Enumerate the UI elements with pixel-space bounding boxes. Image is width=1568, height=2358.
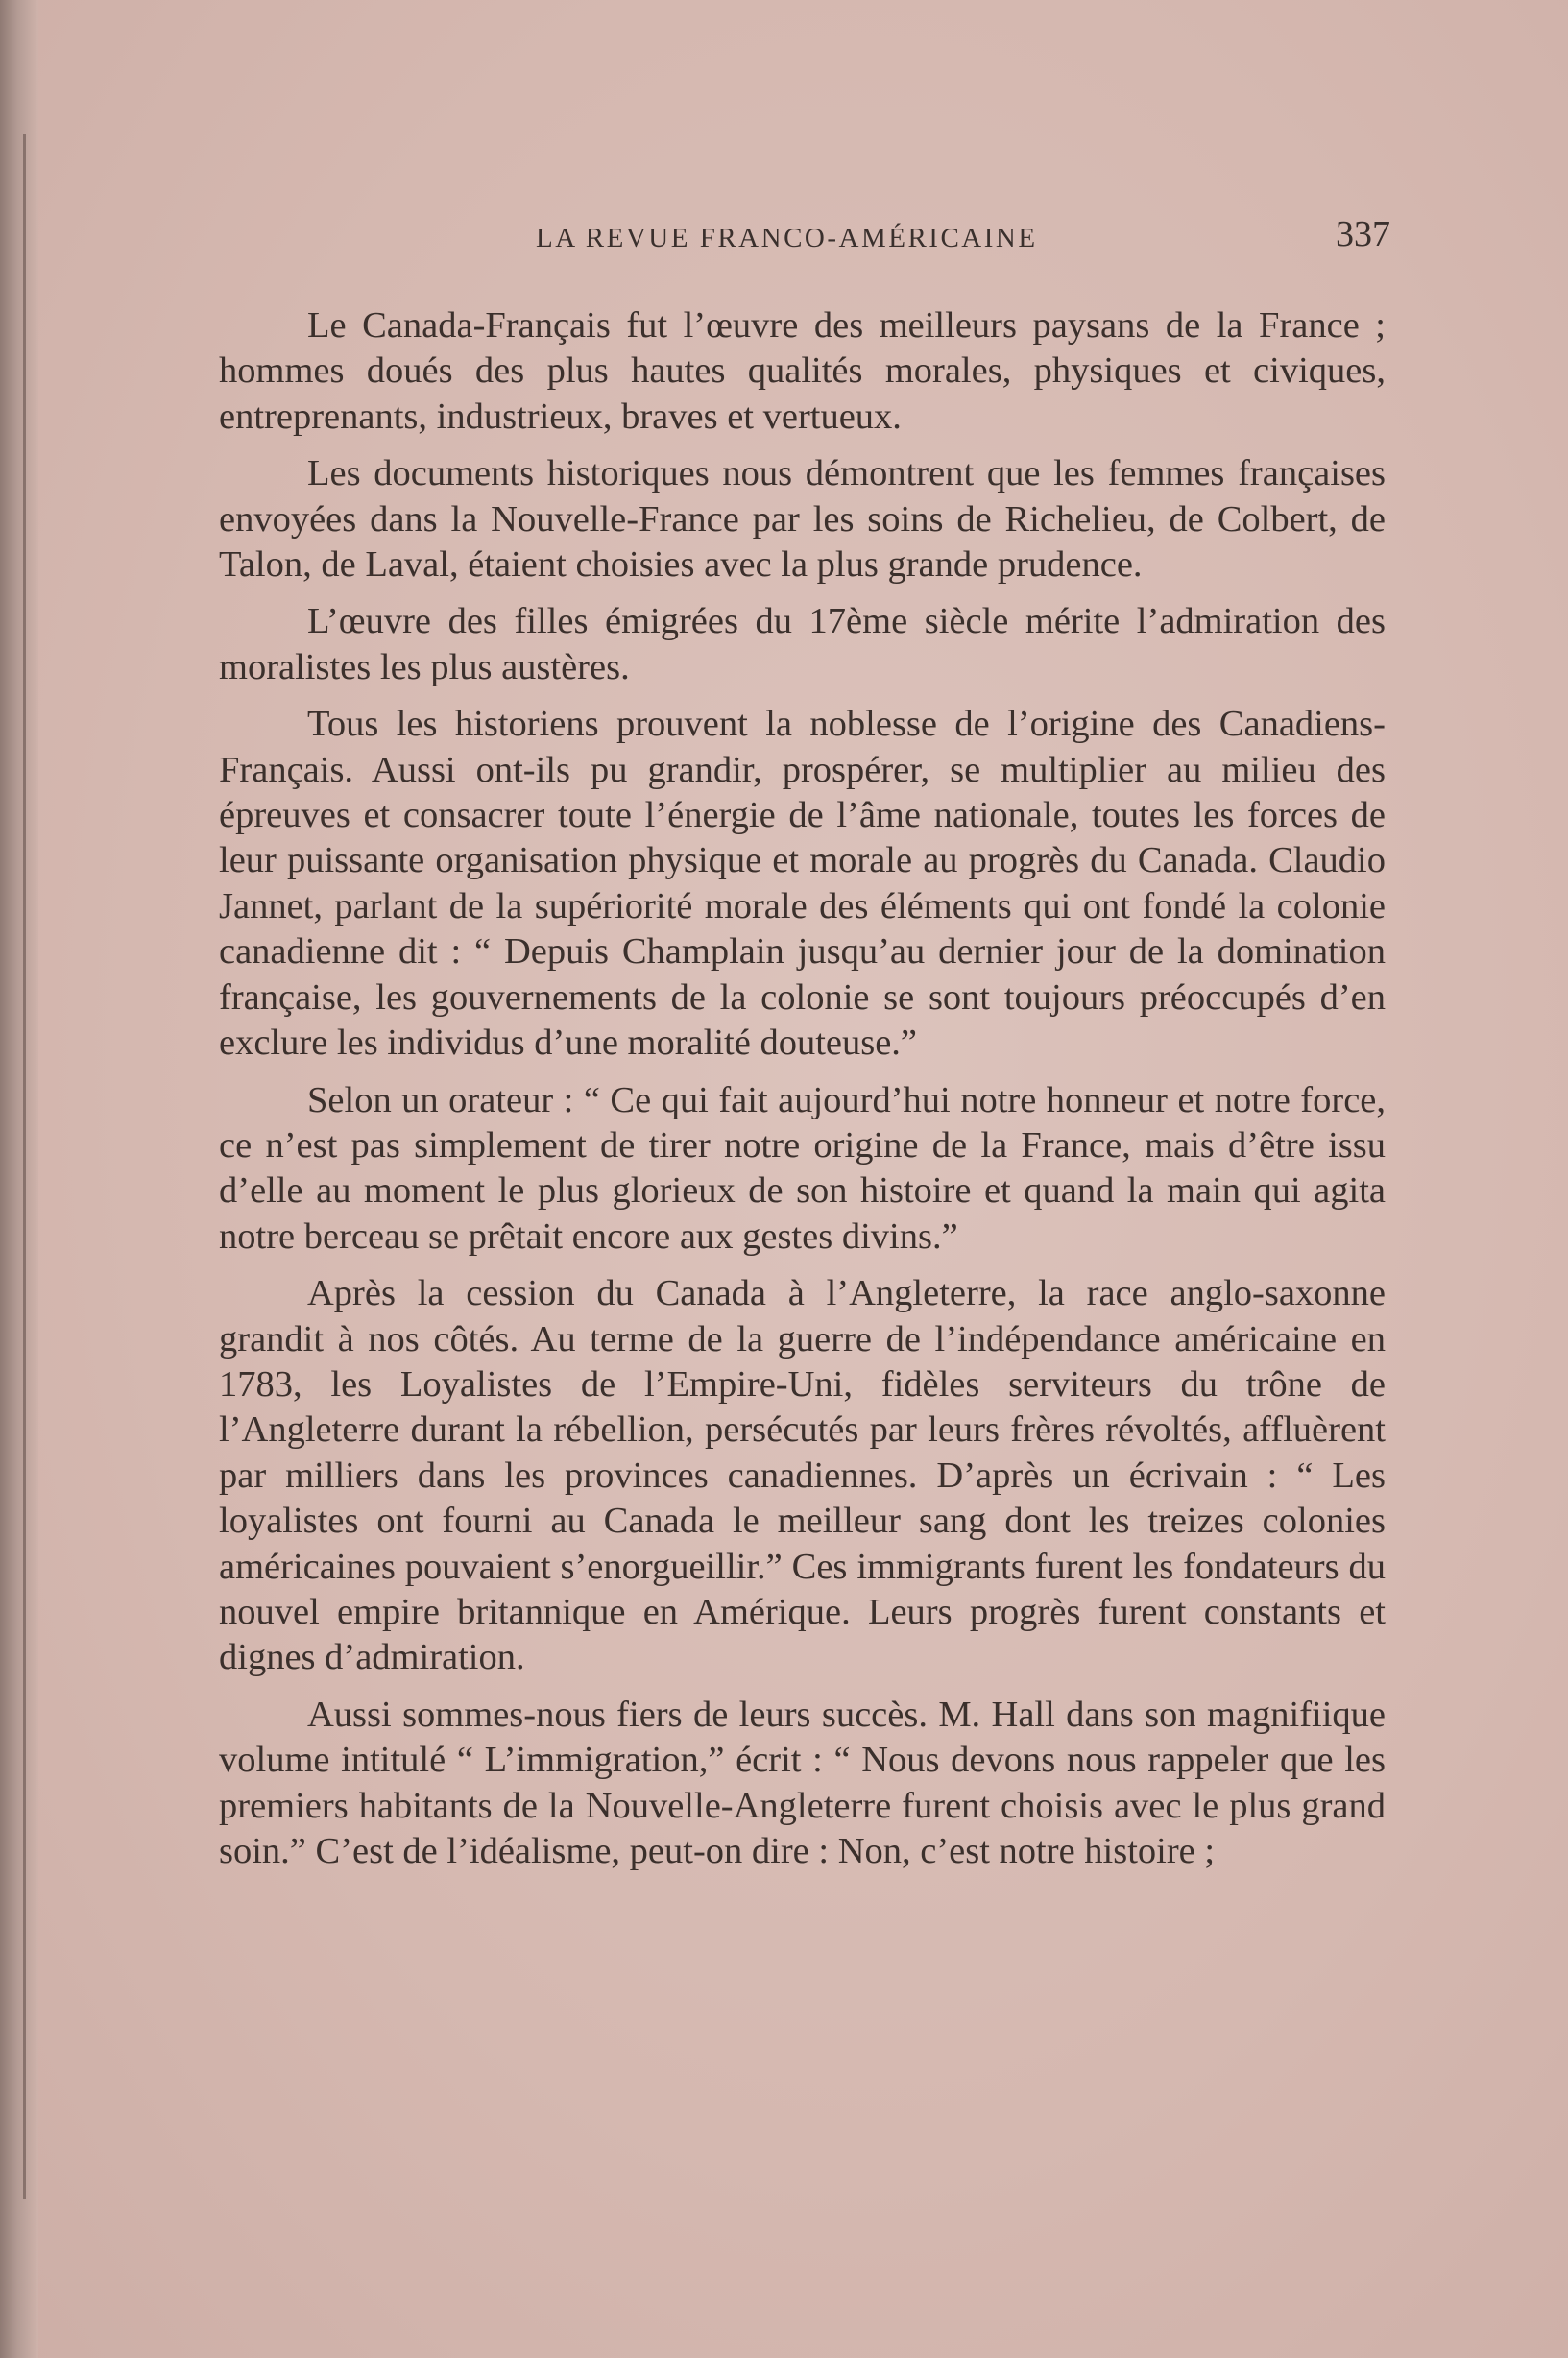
paragraph: Aussi sommes-nous fiers de leurs succès. M. Hall dans son magnifiique volume intitulé “ L’immigration,” écrit : “ Nous devons nous rappeler que les premiers habitants de la Nouvelle-Angleterre furent choisis avec le plus grand soin.” C’est de l’idéalisme, peut-on dire : Non, c’est notre histoire ;	[219, 1694, 1386, 1871]
paragraph: Après la cession du Canada à l’Angleterre, la race anglo-saxonne grandit à nos côtés. Au terme de la guerre de l’indépendance américaine en 1783, les Loyalistes de l’Empire-Uni, fidèles serviteurs du trône de l’Angleterre durant la rébellion, persécutés par leurs frères révoltés, affluèrent par milliers dans les provinces canadiennes. D’après un écrivain : “ Les loyalistes ont fourni au Canada le meilleur sang dont les treizes colonies américaines pouvaient s’enorgueillir.” Ces immigrants furent les fondateurs du nouvel empire britannique en Amérique. Leurs progrès furent constants et dignes d’admiration.	[219, 1273, 1386, 1678]
body-text	[219, 303, 1386, 1886]
running-title: LA REVUE FRANCO-AMÉRICAINE	[536, 223, 1038, 253]
paragraph: Selon un orateur : “ Ce qui fait aujourd’hui notre honneur et notre force, ce n’est pas simplement de tirer notre origine de la France, mais d’être issu d’elle au moment le plus glorieux de son histoire et quand la main qui agita notre berceau se prêtait encore aux gestes divins.”	[219, 1079, 1386, 1257]
binding-shadow-line	[23, 134, 26, 2199]
paragraph: Le Canada-Français fut l’œuvre des meilleurs paysans de la France ; hommes doués des plus hautes qualités morales, physiques et civiques, entreprenants, industrieux, braves et vertueux.	[219, 305, 1386, 437]
page-header	[219, 209, 1390, 263]
paragraph: L’œuvre des filles émigrées du 17ème siècle mérite l’admiration des moralistes les plus austères.	[219, 601, 1386, 687]
book-binding-edge	[0, 0, 38, 2358]
paragraph: Les documents historiques nous démontrent que les femmes françaises envoyées dans la Nouvelle-France par les soins de Richelieu, de Colbert, de Talon, de Laval, étaient choisies avec la plus grande prudence.	[219, 453, 1386, 586]
paragraph: Tous les historiens prouvent la noblesse de l’origine des Canadiens-Français. Aussi ont-ils pu grandir, prospérer, se multiplier au milieu des épreuves et consacrer toute l’énergie de l’âme nationale, toutes les forces de leur puissante organisation physique et morale au progrès du Canada. Claudio Jannet, parlant de la supériorité morale des éléments qui ont fondé la colonie canadienne dit : “ Depuis Champlain jusqu’au dernier jour de la domination française, les gouvernements de la colonie se sont toujours préoccupés d’en exclure les individus d’une moralité douteuse.”	[219, 704, 1386, 1064]
page-number: 337	[1336, 214, 1390, 254]
